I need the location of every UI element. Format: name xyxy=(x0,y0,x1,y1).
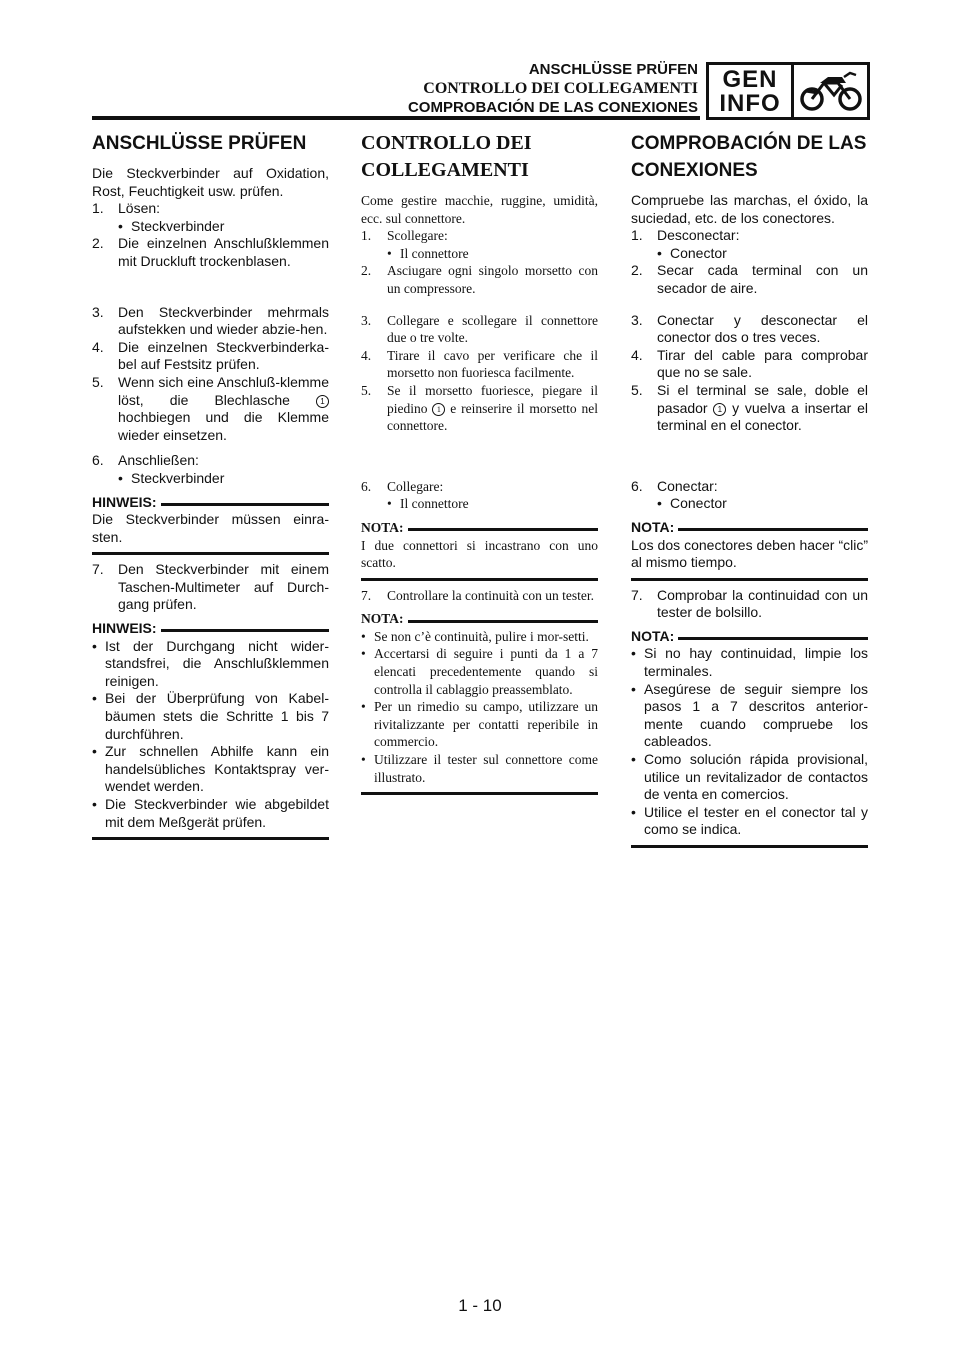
note-2-end-rule xyxy=(92,837,329,840)
header-title-es: COMPROBACIÓN DE LAS CONEXIONES xyxy=(407,99,698,116)
step-3-es: 3. Conectar y desconectar el conector dos o tres veces. xyxy=(631,311,868,346)
column-it xyxy=(361,130,598,795)
note-2-item-it: • Utilizzare il tester sul connettore come illustrato. xyxy=(361,752,598,785)
intro-it: Come gestire macchie, ruggine, umidità, ecc. sul connettore. xyxy=(361,193,598,226)
note-1-header-it: NOTA: xyxy=(361,519,598,537)
section-title-it: CONTROLLO DEI COLLEGAMENTI xyxy=(361,132,532,181)
step-5-es: 5. Si el terminal se sale, doble el pasador 1 y vuelva a insertar el terminal en el conector. xyxy=(631,381,868,434)
step-4-it: 4. Tirare il cavo per verificare che il morsetto non fuoriesca facilmente. xyxy=(361,347,598,381)
note-1-header-es: NOTA: xyxy=(631,519,868,537)
section-title-de: ANSCHLÜSSE PRÜFEN xyxy=(92,133,307,154)
note-1-text-es: Los dos conectores deben hacer “clic” al mismo tiempo. xyxy=(631,536,868,571)
badge-text xyxy=(709,65,794,117)
note-1-text-de: Die Steckverbinder müssen einra-sten. xyxy=(92,511,329,545)
note-2-item-es: • Utilice el tester en el conector tal y como se indica. xyxy=(631,803,868,838)
header-title-de: ANSCHLÜSSE PRÜFEN xyxy=(528,61,698,78)
note-1-header-de: HINWEIS: xyxy=(92,494,329,512)
step-6-bullet-es: • Conector xyxy=(657,495,727,512)
step-4-es: 4. Tirar del cable para comprobar que no se sale. xyxy=(631,346,868,381)
step-2-de: 2. Die einzelnen Anschlußklemmen mit Druckluft trockenblasen. xyxy=(92,235,329,269)
step-1-bullet-de: • Steckverbinder xyxy=(118,217,225,234)
motorcycle-icon xyxy=(794,65,867,117)
step-5-it: 5. Se il morsetto fuoriesce, piegare il piedino 1 e reinserire il morsetto nel connettore. xyxy=(361,382,599,434)
note-2-item-de: • Ist der Durchgang nicht wider-standsfrei, die Anschlußklemmen reinigen. xyxy=(92,637,329,689)
step-1-de: 1. Lösen: xyxy=(92,200,161,217)
ref-marker: 1 xyxy=(316,395,329,408)
step-7-es: 7. Comprobar la continuidad con un tester de bolsillo. xyxy=(631,586,868,621)
note-2-item-es: • Si no hay continuidad, limpie los terminales. xyxy=(631,645,868,680)
step-1-it: 1. Scollegare: xyxy=(361,228,448,244)
note-1-text-it: I due connettori si incastrano con uno scatto. xyxy=(361,537,598,571)
ref-marker: 1 xyxy=(713,403,726,416)
note-2-header-de: HINWEIS: xyxy=(92,620,329,638)
note-2-item-es: • Como solución rápida provisional, utilice un revitalizador de contactos de venta en comercios. xyxy=(631,751,868,803)
step-3-it: 3. Collegare e scollegare il connettore due o tre volte. xyxy=(361,312,598,346)
section-title-es: COMPROBACIÓN DE LAS CONEXIONES xyxy=(631,133,867,181)
intro-de: Die Steckverbinder auf Oxidation, Rost, Feuchtigkeit usw. prüfen. xyxy=(92,165,329,199)
note-2-item-de: • Die Steckverbinder wie abgebildet mit dem Meßgerät prüfen. xyxy=(92,796,329,830)
note-2-item-es: • Asegúrese de seguir siempre los pasos 1 a 7 descritos anterior-mente cuando compruebe los cableados. xyxy=(631,680,868,750)
note-2-header-es: NOTA: xyxy=(631,628,868,646)
step-6-bullet-it: • Il connettore xyxy=(387,496,469,512)
note-2-end-rule xyxy=(631,845,868,848)
note-2-item-it: • Se non c’è continuità, pulire i mor-setti. xyxy=(361,628,589,644)
step-7-de: 7. Den Steckverbinder mit einem Taschen-Multimeter auf Durch-gang prüfen. xyxy=(92,561,329,613)
step-7-it: 7. Controllare la continuità con un tester. xyxy=(361,587,594,603)
intro-es: Compruebe las marchas, el óxido, la suciedad, etc. de los conectores. xyxy=(631,192,868,226)
header-rule xyxy=(92,116,700,120)
step-6-de: 6. Anschließen: xyxy=(92,452,199,469)
step-4-de: 4. Die einzelnen Steckverbinderka-bel auf Festsitz prüfen. xyxy=(92,338,329,373)
step-1-bullet-it: • Il connettore xyxy=(387,245,469,261)
badge-line-1: GEN xyxy=(722,66,778,93)
note-2-end-rule xyxy=(361,792,598,795)
note-2-header-it: NOTA: xyxy=(361,610,598,628)
note-2-item-de: • Zur schnellen Abhilfe kann ein handelsübliches Kontaktspray ver-wendet werden. xyxy=(92,743,329,795)
step-6-es: 6. Conectar: xyxy=(631,477,718,494)
column-de xyxy=(92,130,329,840)
step-6-it: 6. Collegare: xyxy=(361,478,444,494)
step-2-es: 2. Secar cada terminal con un secador de aire. xyxy=(631,262,868,296)
step-1-es: 1. Desconectar: xyxy=(631,227,740,244)
column-es xyxy=(631,130,868,848)
step-2-it: 2. Asciugare ogni singolo morsetto con un compressore. xyxy=(361,263,598,296)
note-2-item-it: • Per un rimedio su campo, utilizzare un rivitalizzante per contatti reperibile in commercio. xyxy=(361,699,598,750)
badge-line-2: INFO xyxy=(719,90,781,117)
step-6-bullet-de: • Steckverbinder xyxy=(118,469,225,486)
header-titles xyxy=(408,60,698,117)
note-2-item-de: • Bei der Überprüfung von Kabel-bäumen stets die Schritte 1 bis 7 durchführen. xyxy=(92,690,329,742)
step-1-bullet-es: • Conector xyxy=(657,244,727,261)
page-number: 1 - 10 xyxy=(458,1296,502,1315)
step-5-de: 5. Wenn sich eine Anschluß-klemme löst, die Blechlasche 1 hochbiegen und die Klemme wieder einsetzen. xyxy=(92,373,329,443)
header-title-it: CONTROLLO DEI COLLEGAMENTI xyxy=(423,80,698,97)
section-badge xyxy=(706,62,870,120)
step-3-de: 3. Den Steckverbinder mehrmals aufstekken und wieder abzie-hen. xyxy=(92,303,329,338)
note-2-item-it: • Accertarsi di seguire i punti da 1 a 7 elencati precedentemente quando si controlla il cablaggio preassemblato. xyxy=(361,646,598,697)
ref-marker: 1 xyxy=(432,403,445,416)
